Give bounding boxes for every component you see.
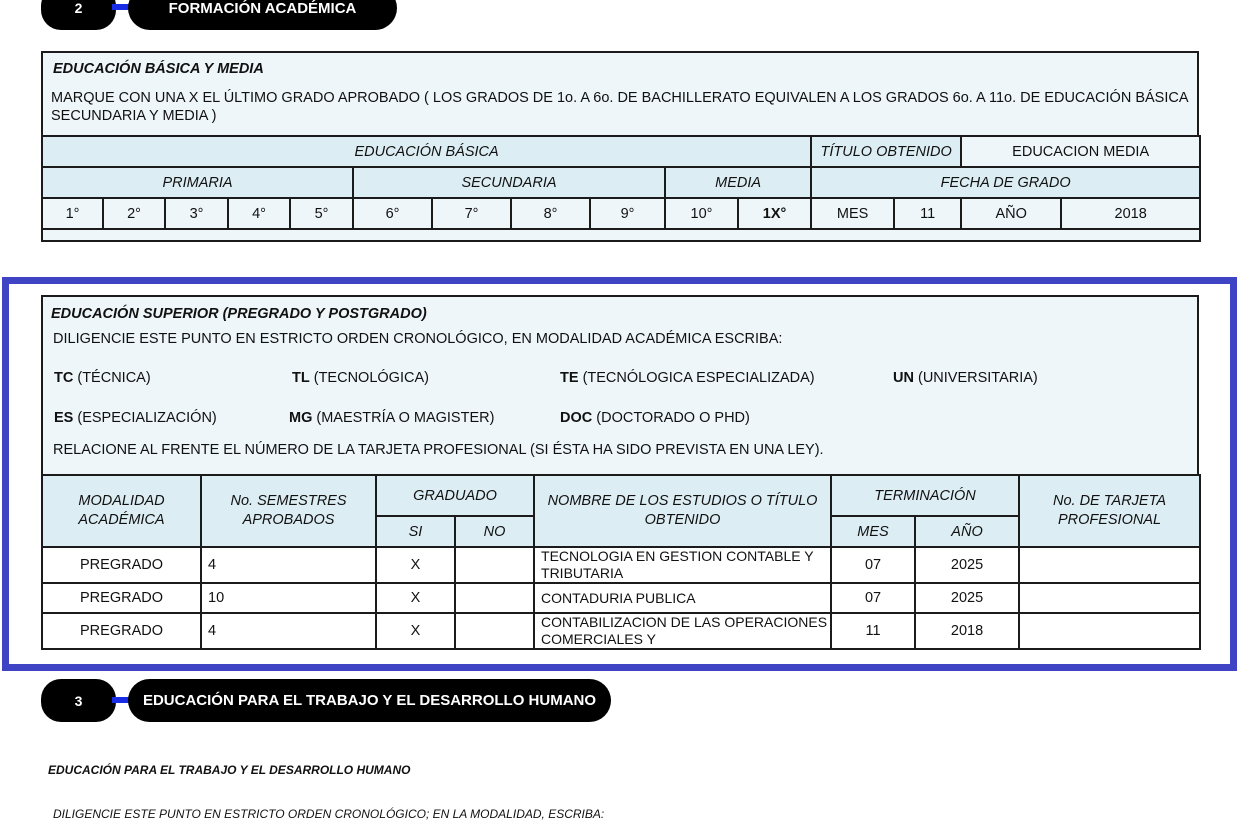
row-1-modality[interactable]: PREGRADO [42, 547, 201, 583]
row-3-year[interactable]: 2018 [915, 613, 1019, 649]
grade-cell-8[interactable]: 8° [511, 198, 590, 229]
basic-education-title: EDUCACIÓN BÁSICA Y MEDIA [53, 61, 264, 77]
grade-month-label: MES [811, 198, 894, 229]
col-terminacion: TERMINACIÓN [831, 475, 1019, 516]
row-3-no[interactable] [455, 613, 534, 649]
row-1-semesters[interactable]: 4 [201, 547, 376, 583]
higher-education-table [41, 474, 1201, 650]
row-1-card[interactable] [1019, 547, 1200, 583]
basic-table-footer-row [42, 229, 1200, 241]
grade-cell-6[interactable]: 6° [353, 198, 432, 229]
grade-year-value[interactable]: 2018 [1061, 198, 1200, 229]
row-1-no[interactable] [455, 547, 534, 583]
higher-education-instructions: DILIGENCIE ESTE PUNTO EN ESTRICTO ORDEN CRONOLÓGICO, EN MODALIDAD ACADÉMICA ESCRIBA: [53, 331, 783, 347]
row-3-semesters[interactable]: 4 [201, 613, 376, 649]
legend-tl: TL (TECNOLÓGICA) [292, 370, 429, 386]
row-2-month[interactable]: 07 [831, 583, 915, 613]
titulo-obtenido-value[interactable]: EDUCACION MEDIA [961, 136, 1200, 167]
col-graduado: GRADUADO [376, 475, 534, 516]
grade-cell-5[interactable]: 5° [290, 198, 353, 229]
header-primaria: PRIMARIA [42, 167, 353, 198]
row-2-semesters[interactable]: 10 [201, 583, 376, 613]
header-fecha-grado: FECHA DE GRADO [811, 167, 1200, 198]
section-2-number: 2 [41, 0, 116, 30]
grade-cell-10[interactable]: 10° [665, 198, 738, 229]
col-termination-month: MES [831, 516, 915, 547]
row-2-si[interactable]: X [376, 583, 455, 613]
table-row [42, 613, 1200, 649]
row-2-card[interactable] [1019, 583, 1200, 613]
header-titulo-obtenido: TÍTULO OBTENIDO [811, 136, 961, 167]
grade-cell-11-marked[interactable]: 1X° [738, 198, 811, 229]
row-1-year[interactable]: 2025 [915, 547, 1019, 583]
basic-education-instructions-2: SECUNDARIA Y MEDIA ) [51, 108, 217, 124]
basic-education-instructions-1: MARQUE CON UNA X EL ÚLTIMO GRADO APROBADO ( LOS GRADOS DE 1o. A 6o. DE BACHILLERATO EQUIVALEN A LOS GRADOS 6o. A 11o. DE EDUCACIÓN BÁSICA [51, 90, 1189, 106]
header-secundaria: SECUNDARIA [353, 167, 665, 198]
row-2-no[interactable] [455, 583, 534, 613]
grade-cell-2[interactable]: 2° [103, 198, 165, 229]
grade-cell-1[interactable]: 1° [42, 198, 103, 229]
grade-year-label: AÑO [961, 198, 1061, 229]
row-2-year[interactable]: 2025 [915, 583, 1019, 613]
row-1-study[interactable]: TECNOLOGIA EN GESTION CONTABLE Y TRIBUTARIA [534, 547, 831, 583]
section-3-instructions: DILIGENCIE ESTE PUNTO EN ESTRICTO ORDEN CRONOLÓGICO; EN LA MODALIDAD, ESCRIBA: [53, 807, 605, 821]
legend-mg: MG (MAESTRÍA O MAGISTER) [289, 410, 495, 426]
col-graduado-si: SI [376, 516, 455, 547]
col-nombre-estudios: NOMBRE DE LOS ESTUDIOS O TÍTULO OBTENIDO [534, 475, 831, 547]
col-tarjeta: No. DE TARJETA PROFESIONAL [1019, 475, 1200, 547]
grade-cell-4[interactable]: 4° [228, 198, 290, 229]
col-modalidad: MODALIDAD ACADÉMICA [42, 475, 201, 547]
header-media: MEDIA [665, 167, 811, 198]
row-3-card[interactable] [1019, 613, 1200, 649]
header-educacion-basica: EDUCACIÓN BÁSICA [42, 136, 811, 167]
higher-education-intro [41, 295, 1199, 476]
section-2-title: FORMACIÓN ACADÉMICA [128, 0, 397, 30]
col-semestres: No. SEMESTRES APROBADOS [201, 475, 376, 547]
basic-education-intro [41, 51, 1199, 137]
table-row [42, 583, 1200, 613]
row-3-month[interactable]: 11 [831, 613, 915, 649]
row-2-modality[interactable]: PREGRADO [42, 583, 201, 613]
col-graduado-no: NO [455, 516, 534, 547]
row-1-month[interactable]: 07 [831, 547, 915, 583]
professional-card-note: RELACIONE AL FRENTE EL NÚMERO DE LA TARJETA PROFESIONAL (SI ÉSTA HA SIDO PREVISTA EN UNA LEY). [53, 442, 824, 458]
higher-education-title: EDUCACIÓN SUPERIOR (PREGRADO Y POSTGRADO) [51, 306, 427, 322]
table-row [42, 547, 1200, 583]
legend-te: TE (TECNÓLOGICA ESPECIALIZADA) [560, 370, 815, 386]
row-3-si[interactable]: X [376, 613, 455, 649]
section-3-subtitle: EDUCACIÓN PARA EL TRABAJO Y EL DESARROLLO HUMANO [48, 763, 411, 777]
row-3-modality[interactable]: PREGRADO [42, 613, 201, 649]
legend-es: ES (ESPECIALIZACIÓN) [54, 410, 217, 426]
section-3-number: 3 [41, 679, 116, 722]
basic-education-table [41, 135, 1201, 242]
grade-cell-3[interactable]: 3° [165, 198, 228, 229]
grade-month-value[interactable]: 11 [894, 198, 961, 229]
col-termination-year: AÑO [915, 516, 1019, 547]
grade-cell-9[interactable]: 9° [590, 198, 665, 229]
section-3-title: EDUCACIÓN PARA EL TRABAJO Y EL DESARROLLO HUMANO [128, 679, 611, 722]
legend-tc: TC (TÉCNICA) [54, 370, 151, 386]
legend-doc: DOC (DOCTORADO O PHD) [560, 410, 750, 426]
row-1-si[interactable]: X [376, 547, 455, 583]
grade-cell-7[interactable]: 7° [432, 198, 511, 229]
legend-un: UN (UNIVERSITARIA) [893, 370, 1038, 386]
row-2-study[interactable]: CONTADURIA PUBLICA [534, 583, 831, 613]
row-3-study[interactable]: CONTABILIZACION DE LAS OPERACIONES COMERCIALES Y [534, 613, 831, 649]
